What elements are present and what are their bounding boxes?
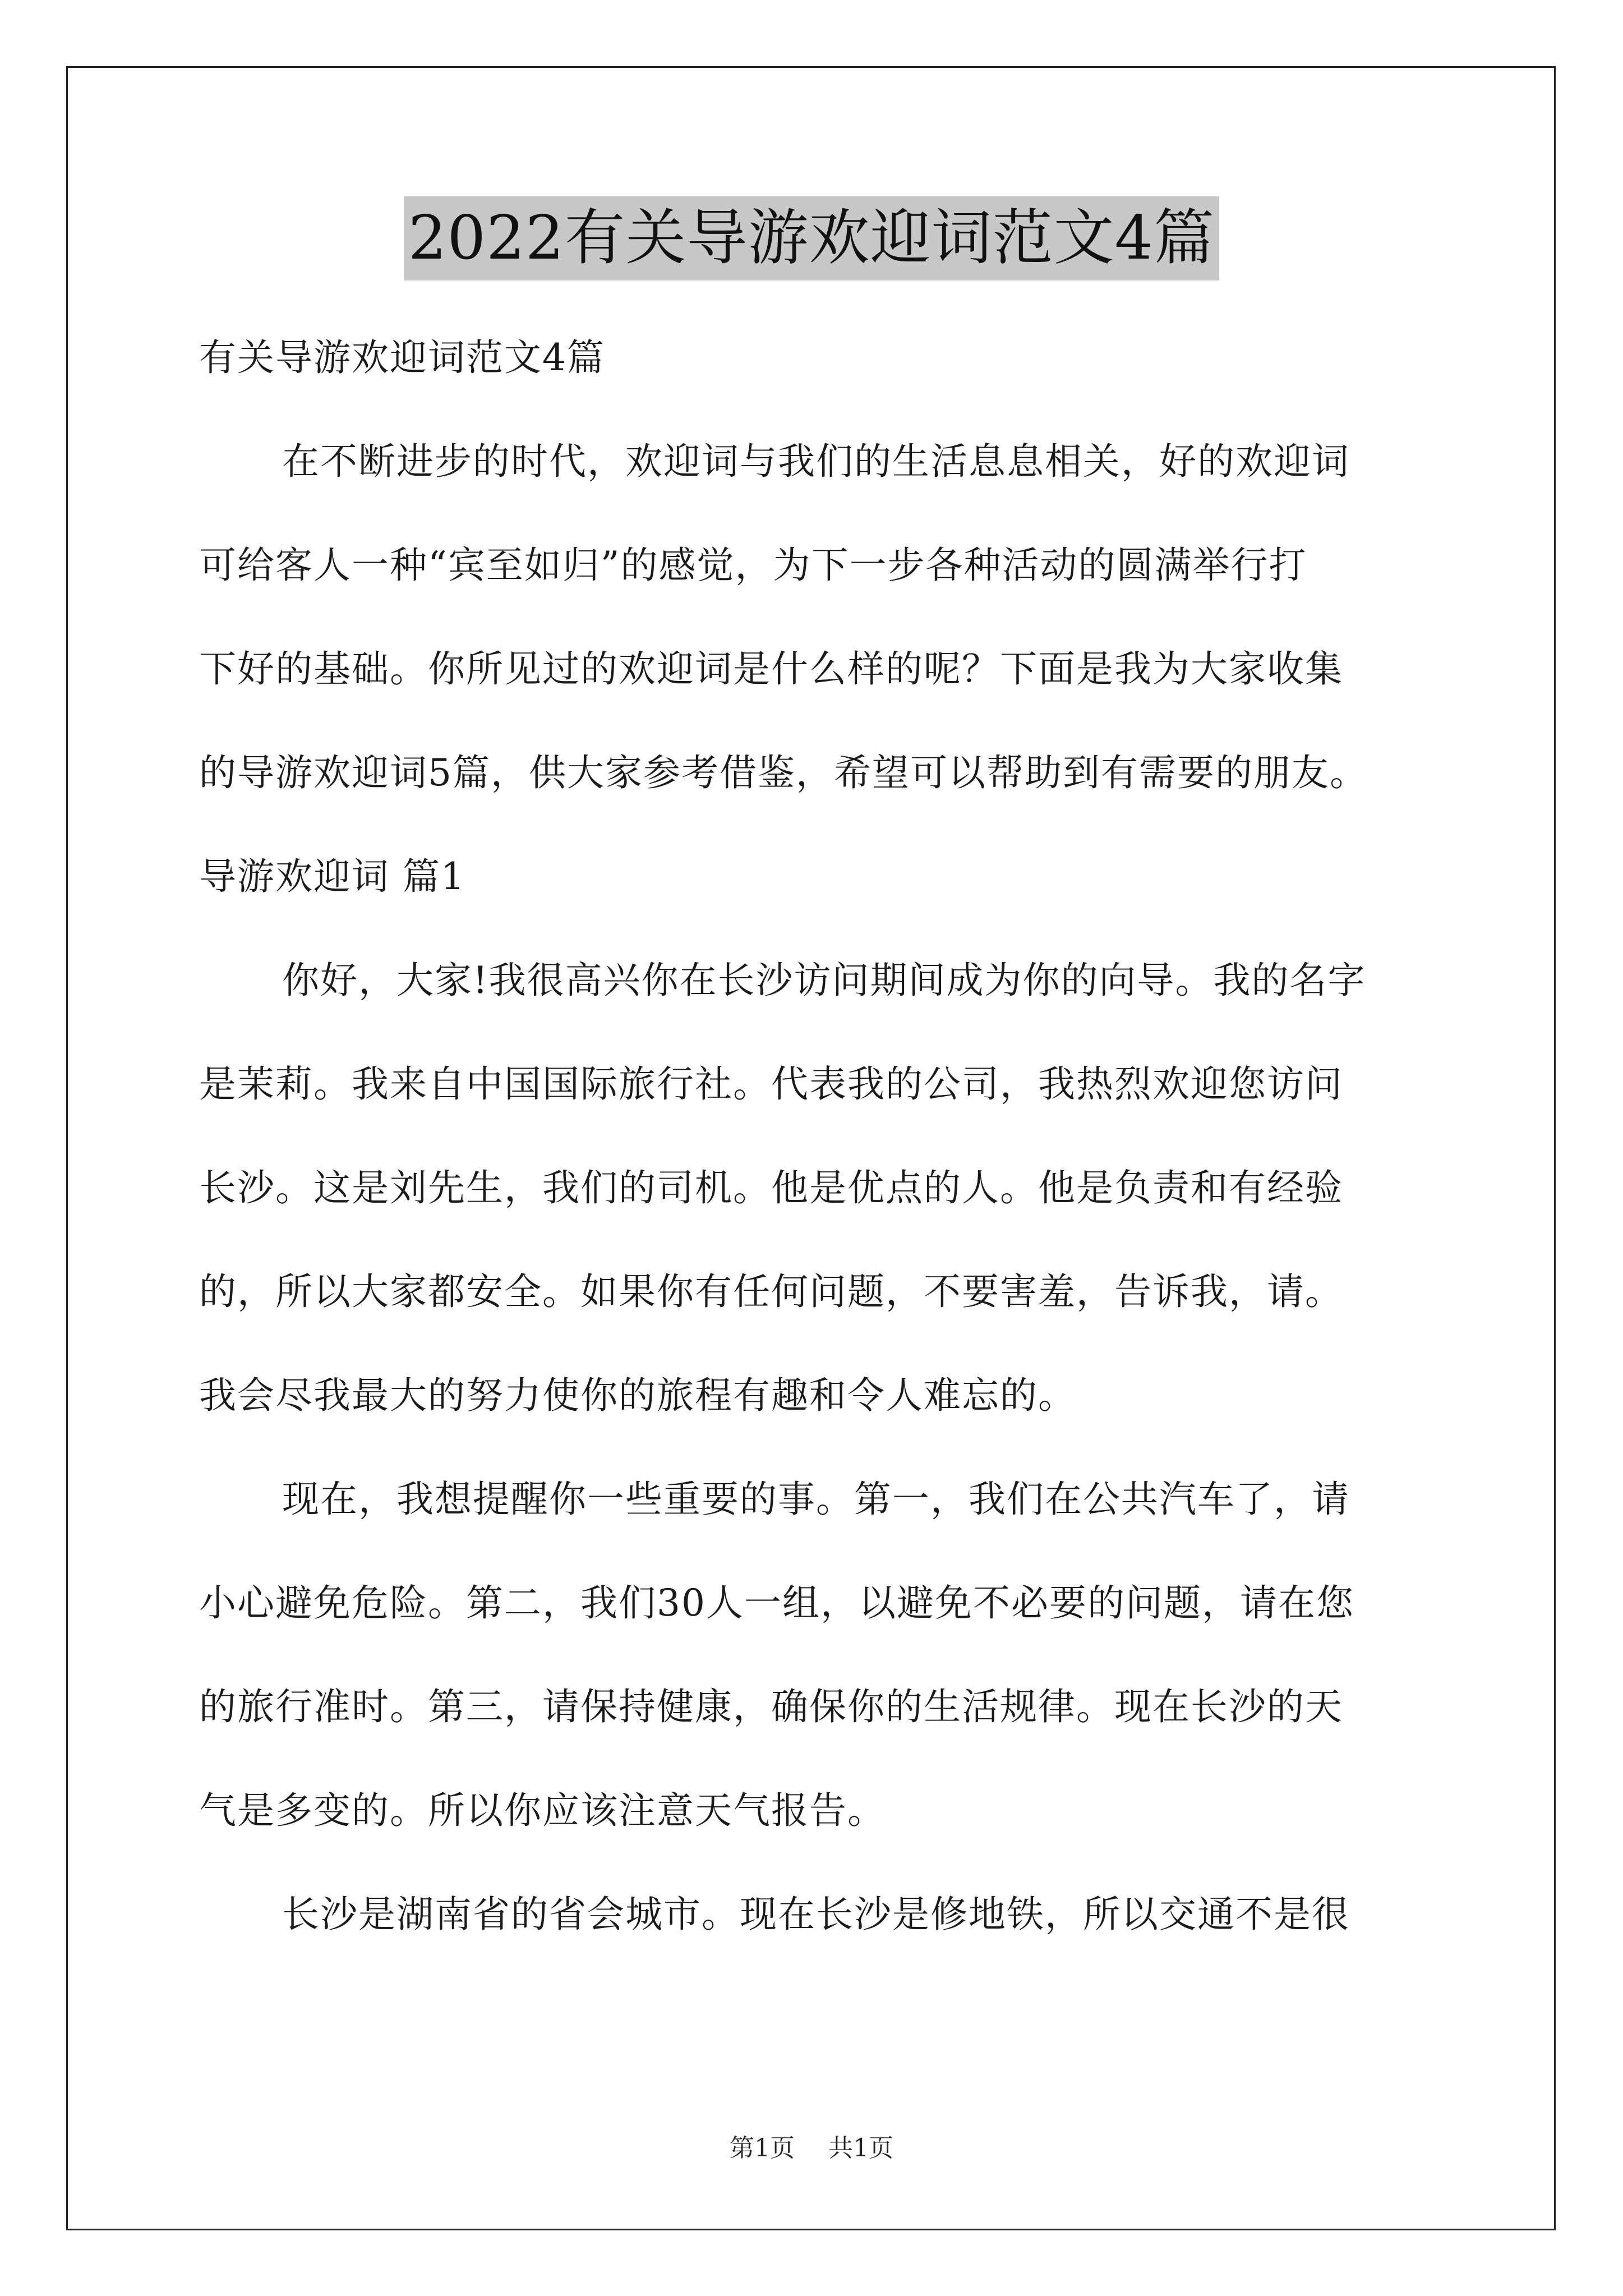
text-line: 在不断进步的时代，欢迎词与我们的生活息息相关，好的欢迎词 [282,440,1350,483]
text-line: 长沙。这是刘先生，我们的司机。他是优点的人。他是负责和有经验 [199,1166,1343,1209]
page-footer [0,2132,1623,2165]
page-total: 共1页 [828,2134,893,2162]
text-line: 可给客人一种“宾至如归”的感觉，为下一步各种活动的圆满举行打 [199,544,1307,587]
text-line: 有关导游欢迎词范文4篇 [199,336,605,379]
text-line: 气是多变的。所以你应该注意天气报告。 [199,1789,886,1832]
text-line: 的，所以大家都安全。如果你有任何问题，不要害羞，告诉我，请。 [199,1270,1343,1313]
text-line: 导游欢迎词 篇1 [199,855,465,898]
text-line: 我会尽我最大的努力使你的旅程有趣和令人难忘的。 [199,1374,1076,1417]
document-title: 2022有关导游欢迎词范文4篇 [404,196,1220,280]
text-line: 下好的基础。你所见过的欢迎词是什么样的呢？下面是我为大家收集 [199,647,1343,691]
text-line: 的导游欢迎词5篇，供大家参考借鉴，希望可以帮助到有需要的朋友。 [199,751,1368,794]
text-line: 长沙是湖南省的省会城市。现在长沙是修地铁，所以交通不是很 [282,1893,1350,1936]
page-number: 第1页 [730,2134,795,2162]
document-body [199,306,1433,1966]
text-line: 是茉莉。我来自中国国际旅行社。代表我的公司，我热烈欢迎您访问 [199,1062,1343,1106]
title-container [0,196,1623,280]
text-line: 你好，大家!我很高兴你在长沙访问期间成为你的向导。我的名字 [282,959,1366,1002]
text-line: 现在，我想提醒你一些重要的事。第一，我们在公共汽车了，请 [282,1478,1350,1521]
text-line: 小心避免危险。第二，我们30人一组，以避免不必要的问题，请在您 [199,1581,1354,1625]
text-line: 的旅行准时。第三，请保持健康，确保你的生活规律。现在长沙的天 [199,1685,1343,1728]
